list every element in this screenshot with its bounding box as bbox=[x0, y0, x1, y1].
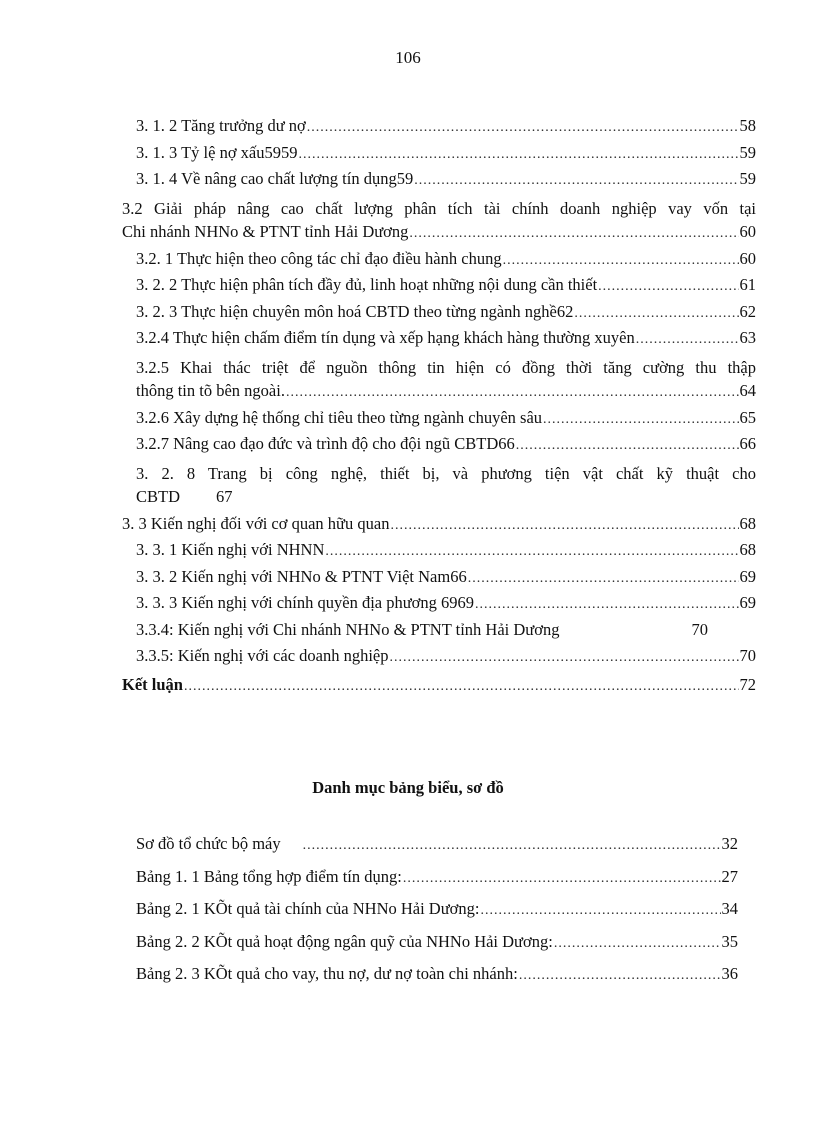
dot-leader bbox=[503, 253, 739, 269]
toc-entry-title: 3. 1. 2 Tăng trưởng dư nợ bbox=[136, 116, 306, 135]
figure-entry-page: 36 bbox=[721, 964, 738, 983]
figure-entry-page: 27 bbox=[721, 866, 738, 886]
figure-entry-title: Bảng 2. 1 KÕt quả tài chính của NHNo Hải Dương: bbox=[136, 899, 480, 918]
toc-entry[interactable] bbox=[122, 116, 756, 143]
toc-entry-page: 62 bbox=[739, 301, 756, 321]
toc-entry-title: 3.2.4 Thực hiện chấm điểm tín dụng và xếp hạng khách hàng thường xuyên bbox=[136, 328, 635, 347]
toc-entry[interactable] bbox=[122, 249, 756, 276]
toc-entry-page: 64 bbox=[739, 381, 756, 400]
dot-leader bbox=[409, 226, 738, 242]
toc-entry[interactable] bbox=[122, 275, 756, 302]
figure-entry[interactable] bbox=[136, 867, 738, 900]
toc-entry[interactable] bbox=[122, 593, 756, 620]
dot-leader bbox=[475, 597, 738, 613]
figure-entry-title: Bảng 2. 3 KÕt quả cho vay, thu nợ, dư nợ toàn chi nhánh: bbox=[136, 964, 518, 983]
dot-leader bbox=[403, 871, 721, 887]
dot-leader bbox=[636, 332, 739, 348]
dot-leader bbox=[184, 679, 739, 695]
toc-entry-line[interactable]: 3.2.5 Khai thác triệt để nguồn thông tin hiện có đồng thời tăng cường thu thập bbox=[136, 357, 756, 377]
toc-entry[interactable] bbox=[122, 143, 756, 170]
toc-entry-title: 3. 3. 3 Kiến nghị với chính quyền địa phương 6969 bbox=[136, 593, 475, 612]
toc-entry-title: CBTD bbox=[136, 487, 181, 506]
toc-entry-title: 3.3.4: Kiến nghị với Chi nhánh NHNo & PTNT tỉnh Hải Dương bbox=[136, 619, 560, 639]
figure-entry[interactable] bbox=[136, 834, 738, 867]
toc-entry-page: 72 bbox=[739, 674, 756, 694]
toc-entry-title: 3.2.6 Xây dựng hệ thống chỉ tiêu theo từng ngành chuyên sâu bbox=[136, 407, 543, 427]
toc-entry-title: 3. 3. 2 Kiến nghị với NHNo & PTNT Việt Nam66 bbox=[136, 566, 467, 586]
toc-entry[interactable] bbox=[122, 408, 756, 435]
dot-leader bbox=[543, 412, 738, 428]
toc-entry-title: 3. 3 Kiến nghị đối với cơ quan hữu quan bbox=[122, 513, 390, 533]
toc-entry-title: thông tin tõ bên ngoài. bbox=[136, 381, 285, 400]
toc-entry-page: 65 bbox=[739, 407, 756, 427]
figure-entry-page: 34 bbox=[721, 899, 738, 918]
toc-entry-page: 60 bbox=[739, 248, 756, 268]
toc-entry-page: 60 bbox=[739, 222, 756, 241]
toc-entry[interactable] bbox=[122, 514, 756, 541]
dot-leader bbox=[286, 385, 739, 401]
toc-entry-page: 66 bbox=[739, 434, 756, 453]
toc-entry-title: 3.2. 1 Thực hiện theo công tác chỉ đạo điều hành chung bbox=[136, 248, 502, 268]
dot-leader bbox=[390, 518, 738, 534]
toc-entry-page: 58 bbox=[739, 116, 756, 135]
dot-leader bbox=[480, 903, 720, 919]
page-number: 106 bbox=[395, 48, 421, 67]
toc-entry-title: 3. 2. 3 Thực hiện chuyên môn hoá CBTD theo từng ngành nghề62 bbox=[136, 301, 574, 321]
toc-entry-page: 67 bbox=[216, 487, 233, 506]
toc-entry-line[interactable]: 3.2 Giải pháp nâng cao chất lượng phân tích tài chính doanh nghiệp vay vốn tại bbox=[122, 198, 756, 218]
toc-entry-page: 70 bbox=[691, 619, 708, 639]
dot-leader bbox=[414, 173, 738, 189]
dot-leader bbox=[598, 279, 738, 295]
dot-leader bbox=[468, 571, 739, 587]
toc-entry[interactable] bbox=[122, 487, 756, 514]
toc-entry-title: Chi nhánh NHNo & PTNT tỉnh Hải Dương bbox=[122, 222, 409, 241]
toc-entry-page: 70 bbox=[739, 646, 756, 665]
toc-entry-page: 59 bbox=[739, 142, 756, 162]
dot-leader bbox=[325, 544, 738, 560]
figure-entry-page: 32 bbox=[721, 834, 738, 853]
dot-leader bbox=[519, 968, 721, 984]
toc-entry-title: 3. 1. 3 Tỷ lệ nợ xấu5959 bbox=[136, 142, 298, 162]
figure-entry-title: Bảng 1. 1 Bảng tổng hợp điểm tín dụng: bbox=[136, 866, 402, 886]
figure-entry-title: Sơ đồ tổ chức bộ máy bbox=[136, 834, 281, 853]
figure-entry[interactable] bbox=[136, 932, 738, 965]
toc-entry-title: 3.2.7 Nâng cao đạo đức và trình độ cho đội ngũ CBTD66 bbox=[136, 434, 515, 453]
toc-entry[interactable] bbox=[122, 540, 756, 567]
toc-entry-title: Kết luận bbox=[122, 674, 183, 694]
dot-leader bbox=[307, 120, 739, 136]
dot-leader bbox=[303, 838, 721, 854]
dot-leader bbox=[516, 438, 739, 454]
toc-entry-title: 3. 1. 4 Về nâng cao chất lượng tín dụng59 bbox=[136, 169, 414, 188]
toc-entry[interactable] bbox=[122, 434, 756, 461]
figure-entry[interactable] bbox=[136, 964, 738, 997]
toc-entry-page: 69 bbox=[739, 566, 756, 586]
toc-entry-page: 68 bbox=[739, 540, 756, 559]
dot-leader bbox=[554, 936, 721, 952]
toc-entry-page: 59 bbox=[739, 169, 756, 188]
toc-entry[interactable] bbox=[122, 169, 756, 196]
toc-entry[interactable] bbox=[122, 302, 756, 329]
toc-entry[interactable] bbox=[122, 381, 756, 408]
toc-entry-title: 3. 3. 1 Kiến nghị với NHNN bbox=[136, 540, 325, 559]
figures-list bbox=[136, 834, 738, 997]
toc-entry-page: 68 bbox=[739, 513, 756, 533]
toc-entry[interactable] bbox=[122, 620, 756, 647]
toc-entry-title: 3.3.5: Kiến nghị với các doanh nghiệp bbox=[136, 646, 389, 665]
toc-entry-conclusion[interactable] bbox=[122, 675, 756, 702]
dot-leader bbox=[299, 147, 739, 163]
toc-entry-line[interactable]: 3. 2. 8 Trang bị công nghệ, thiết bị, và phương tiện vật chất kỹ thuật cho bbox=[136, 463, 756, 483]
toc-entry[interactable] bbox=[122, 328, 756, 355]
figure-entry-page: 35 bbox=[721, 931, 738, 951]
table-of-contents bbox=[122, 116, 756, 701]
toc-entry-page: 69 bbox=[739, 593, 756, 612]
toc-entry-page: 61 bbox=[739, 275, 756, 294]
toc-entry[interactable] bbox=[122, 646, 756, 673]
toc-entry[interactable] bbox=[122, 567, 756, 594]
figure-entry-title: Bảng 2. 2 KÕt quả hoạt động ngân quỹ của NHNo Hải Dương: bbox=[136, 931, 553, 951]
toc-entry-page: 63 bbox=[739, 328, 756, 347]
dot-leader bbox=[390, 650, 739, 666]
toc-entry[interactable] bbox=[122, 222, 756, 249]
figures-list-title: Danh mục bảng biểu, sơ đồ bbox=[312, 778, 504, 797]
toc-entry-title: 3. 2. 2 Thực hiện phân tích đầy đủ, linh hoạt những nội dung cần thiết bbox=[136, 275, 598, 294]
dot-leader bbox=[574, 306, 738, 322]
figure-entry[interactable] bbox=[136, 899, 738, 932]
